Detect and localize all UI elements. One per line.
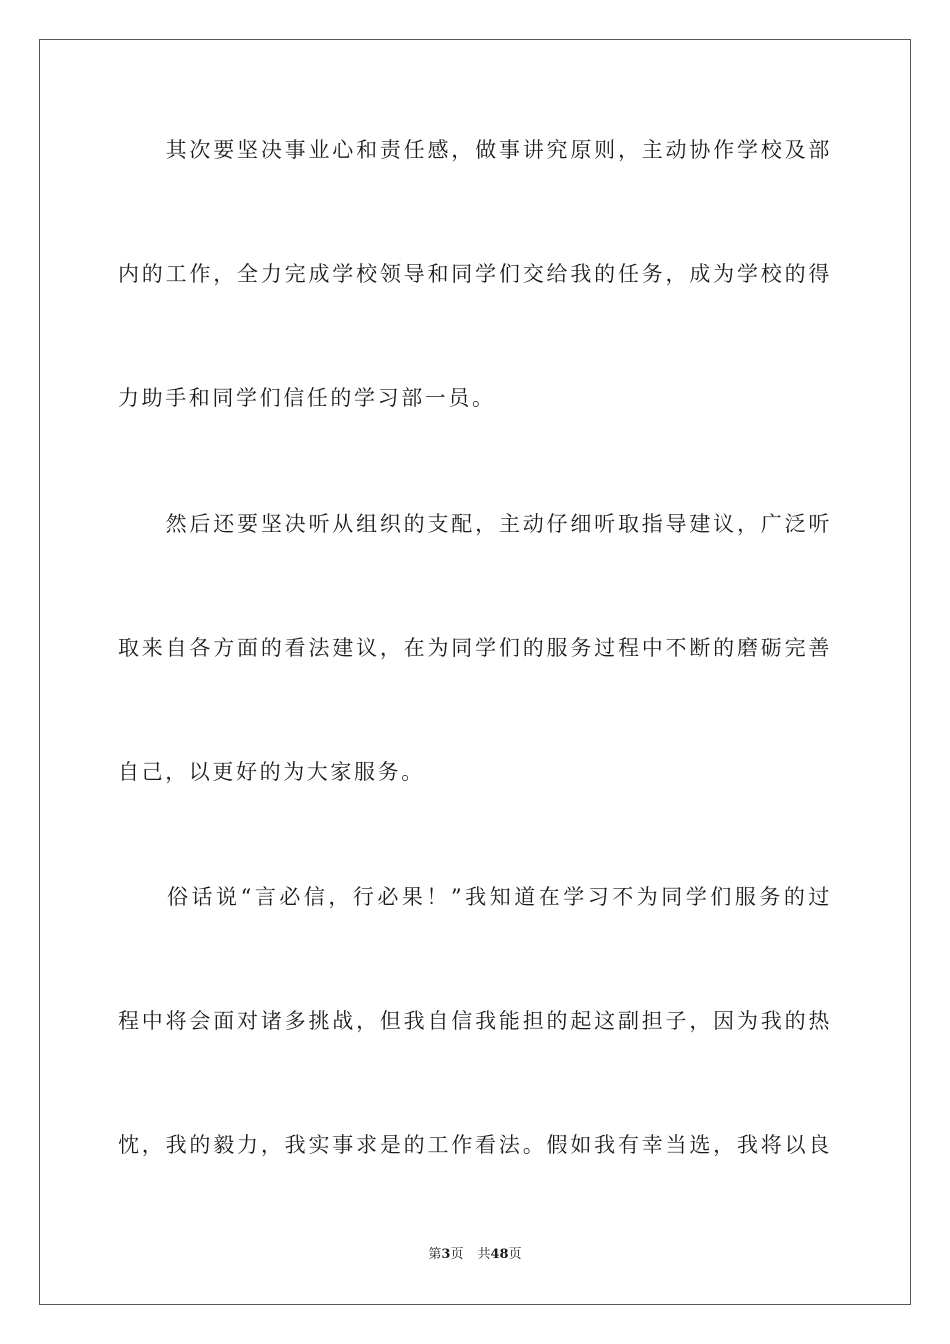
text-line: 取来自各方面的看法建议，在为同学们的服务过程中不断的磨砺完善 xyxy=(118,636,832,660)
total-pages: 48 xyxy=(490,1247,509,1262)
page-prefix: 第 xyxy=(428,1247,442,1262)
text-line: 然后还要坚决听从组织的支配，主动仔细听取指导建议，广泛听 xyxy=(118,512,832,536)
text-line: 内的工作，全力完成学校领导和同学们交给我的任务，成为学校的得 xyxy=(118,262,832,286)
page-border xyxy=(39,39,911,1305)
page-footer xyxy=(0,1246,950,1264)
text-line: 俗话说“言必信，行必果！”我知道在学习不为同学们服务的过 xyxy=(118,885,832,909)
text-line: 自己，以更好的为大家服务。 xyxy=(118,760,425,784)
text-line: 力助手和同学们信任的学习部一员。 xyxy=(118,386,496,410)
text-line: 其次要坚决事业心和责任感，做事讲究原则，主动协作学校及部 xyxy=(118,138,832,162)
text-line: 程中将会面对诸多挑战，但我自信我能担的起这副担子，因为我的热 xyxy=(118,1009,832,1033)
total-suffix: 页 xyxy=(508,1247,522,1262)
page-number: 3 xyxy=(441,1247,451,1262)
total-prefix: 共 xyxy=(477,1247,491,1262)
page-suffix: 页 xyxy=(450,1247,464,1262)
text-line: 忱，我的毅力，我实事求是的工作看法。假如我有幸当选，我将以良 xyxy=(118,1133,832,1157)
